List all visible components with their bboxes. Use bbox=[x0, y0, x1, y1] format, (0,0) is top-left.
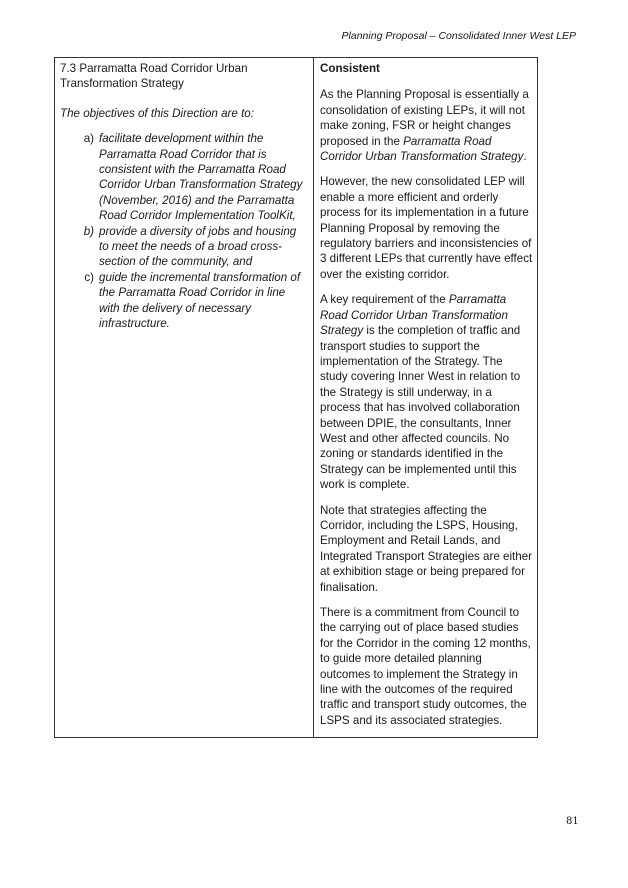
paragraph-text: . bbox=[523, 150, 527, 164]
objective-text: guide the incremental transformation of the Parramatta Road Corridor in line with the delivery of necessary infrastructure. bbox=[99, 270, 301, 331]
response-paragraph-2: However, the new consolidated LEP will enable a more efficient and orderly process for its implementation in a future Planning Proposal by removing the regulatory barriers and inconsistencies of 3 different LEPs that currently have effect over the existing corridor. bbox=[320, 175, 533, 281]
page-header: Planning Proposal – Consolidated Inner West LEP bbox=[341, 30, 576, 42]
response-paragraph-1 bbox=[320, 87, 533, 164]
paragraph-text: is the completion of traffic and transport studies to support the implementation of the Strategy. The study covering Inner West in relation to the Strategy is still underway, in a process that has involved collaboration between DPIE, the consultants, Inner West and other affected councils. No zoning or standards identified in the Strategy can be implemented until this work is complete. bbox=[320, 324, 521, 492]
direction-column bbox=[55, 58, 314, 737]
response-paragraph-4: Note that strategies affecting the Corridor, including the LSPS, Housing, Employment and Retail Lands, and Integrated Transport Strategies are either at exhibition stage or being prepared for finalisation. bbox=[320, 503, 533, 594]
list-item bbox=[60, 224, 309, 270]
response-paragraph-5: There is a commitment from Council to the carrying out of place based studies for the Corridor in the coming 12 months, to guide more detailed planning outcomes to implement the Strategy in line with the outcomes of the required traffic and transport study outcomes, the LSPS and its associated strategies. bbox=[320, 606, 531, 727]
list-item bbox=[60, 131, 309, 223]
consistency-status: Consistent bbox=[320, 62, 380, 75]
objective-text: facilitate development within the Parramatta Road Corridor that is consistent with the Parramatta Road Corridor Urban Transformation Strategy (November, 2016) and the Parramatta Road Corridor Implementation ToolKit, bbox=[99, 132, 303, 223]
objectives-list bbox=[60, 131, 309, 331]
objective-text: provide a diversity of jobs and housing to meet the needs of a broad cross-section of the community, and bbox=[99, 224, 297, 269]
list-marker: a) bbox=[83, 132, 94, 146]
strategy-name: Parramatta Road Corridor Urban Transformation Strategy bbox=[320, 293, 508, 338]
page-number: 81 bbox=[566, 816, 579, 827]
objectives-intro: The objectives of this Direction are to: bbox=[60, 106, 254, 120]
consistency-table bbox=[54, 57, 538, 738]
direction-title: 7.3 Parramatta Road Corridor Urban Transformation Strategy bbox=[60, 62, 248, 91]
strategy-name: Parramatta Road Corridor Urban Transformation Strategy bbox=[320, 134, 524, 164]
paragraph-text: As the Planning Proposal is essentially a consolidation of existing LEPs, it will not make zoning, FSR or height changes proposed in the bbox=[320, 88, 529, 148]
response-paragraph-3 bbox=[320, 292, 533, 492]
list-item bbox=[60, 270, 309, 332]
list-marker: b) bbox=[83, 224, 94, 238]
list-marker: c) bbox=[84, 270, 94, 284]
paragraph-text: A key requirement of the bbox=[320, 293, 449, 307]
response-column bbox=[314, 58, 537, 737]
